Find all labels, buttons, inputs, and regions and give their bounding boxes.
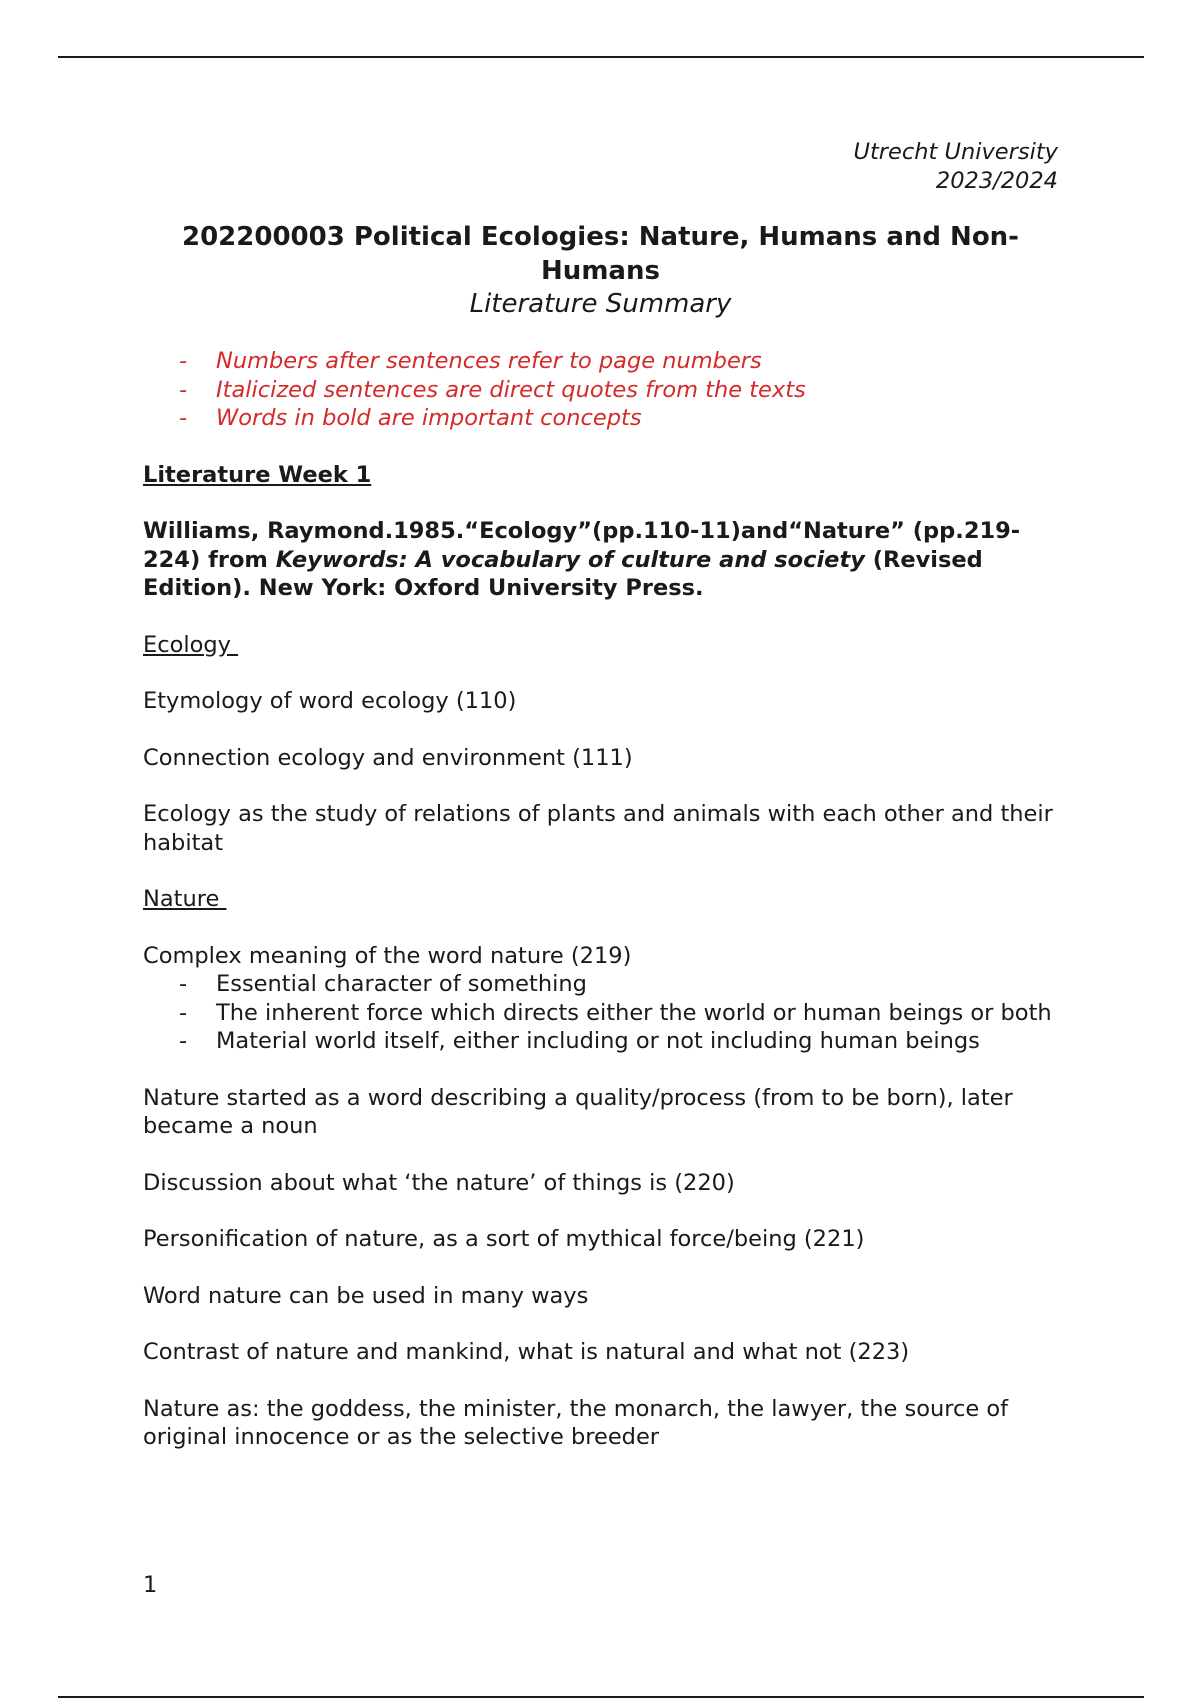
top-rule [58, 56, 1144, 58]
reading-note: - Words in bold are important concepts [179, 405, 642, 431]
ecology-point: Connection ecology and environment (111) [143, 744, 633, 771]
document-page [143, 138, 1058, 1452]
dash-bullet: - [179, 376, 188, 403]
reading-notes-list [143, 347, 1058, 433]
document-title: 202200003 Political Ecologies: Nature, Humans and Non-Humans [182, 222, 1019, 286]
book-title: Keywords: A vocabulary of culture and society [275, 546, 865, 573]
nature-meaning: - Material world itself, either including or not including human beings [179, 1028, 980, 1054]
dash-bullet: - [179, 971, 188, 997]
ecology-point: Etymology of word ecology (110) [143, 688, 517, 714]
nature-point: Personification of nature, as a sort of mythical force/being (221) [143, 1226, 865, 1252]
nature-point: Nature started as a word describing a quality/process (from to be born), later became a noun [143, 1084, 1013, 1139]
dash-bullet: - [179, 999, 188, 1026]
bottom-rule [58, 1696, 1144, 1698]
ecology-heading: Ecology [143, 631, 239, 658]
nature-intro: Complex meaning of the word nature (219) [143, 942, 632, 969]
dash-bullet: - [179, 405, 188, 431]
dash-bullet: - [179, 1028, 188, 1054]
academic-year: 2023/2024 [935, 168, 1058, 194]
nature-point: Discussion about what ‘the nature’ of things is (220) [143, 1169, 735, 1196]
reading-note: - Italicized sentences are direct quotes from the texts [179, 376, 806, 403]
week-heading: Literature Week 1 [143, 461, 372, 488]
nature-heading: Nature [143, 886, 227, 912]
document-header [143, 138, 1058, 196]
dash-bullet: - [179, 348, 188, 374]
nature-point: Contrast of nature and mankind, what is natural and what not (223) [143, 1339, 910, 1365]
page-number: 1 [143, 1572, 158, 1598]
nature-point: Nature as: the goddess, the minister, the monarch, the lawyer, the source of original innocence or as the selective breeder [143, 1395, 1009, 1450]
nature-meaning: - Essential character of something [179, 971, 587, 997]
institution-name: Utrecht University [853, 139, 1058, 165]
nature-meaning: - The inherent force which directs either the world or human beings or both [179, 999, 1052, 1026]
citation: Williams, Raymond.1985.“Ecology”(pp.110-11)and“Nature” (pp.219-224) from Keywords: A vocabulary of culture and society (Revised Edition). New York: Oxford University Press. [143, 518, 1021, 601]
nature-point: Word nature can be used in many ways [143, 1282, 589, 1309]
ecology-point: Ecology as the study of relations of plants and animals with each other and their habitat [143, 801, 1053, 856]
reading-note: - Numbers after sentences refer to page numbers [179, 348, 762, 374]
nature-meanings-list [143, 970, 1058, 1056]
document-subtitle: Literature Summary [469, 289, 732, 319]
